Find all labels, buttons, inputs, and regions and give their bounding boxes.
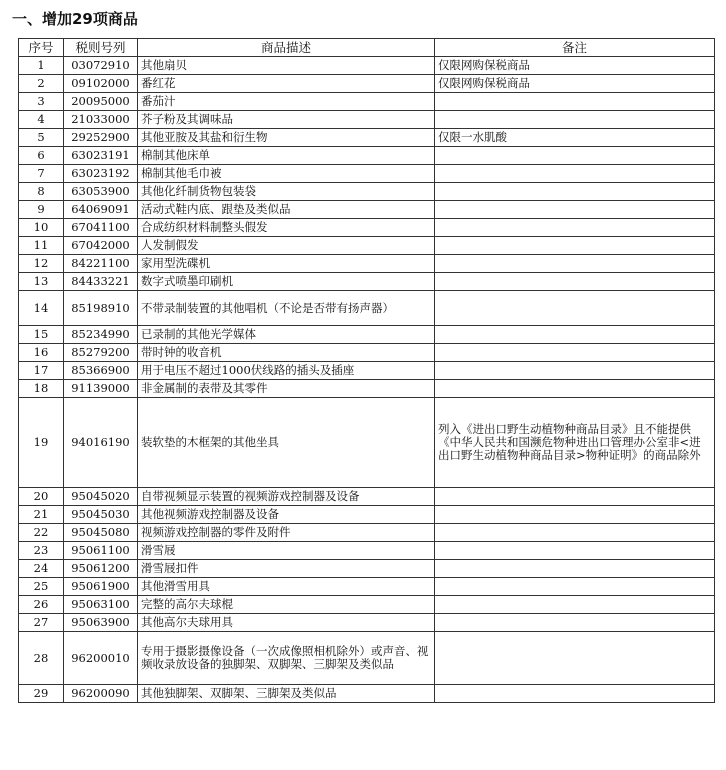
cell-description: 其他高尔夫球用具 [138, 614, 435, 632]
cell-description: 滑雪屐扣件 [138, 560, 435, 578]
table-row [19, 596, 715, 614]
cell-description: 其他独脚架、双脚架、三脚架及类似品 [138, 685, 435, 703]
cell-serial-number: 28 [19, 632, 64, 685]
cell-description: 视频游戏控制器的零件及附件 [138, 524, 435, 542]
cell-description: 芥子粉及其调味品 [138, 111, 435, 129]
cell-serial-number: 14 [19, 291, 64, 326]
cell-description: 棉制其他毛巾被 [138, 165, 435, 183]
cell-tariff-code: 95061900 [64, 578, 138, 596]
cell-tariff-code: 63053900 [64, 183, 138, 201]
cell-serial-number: 23 [19, 542, 64, 560]
table-row [19, 129, 715, 147]
cell-serial-number: 15 [19, 326, 64, 344]
cell-tariff-code: 63023192 [64, 165, 138, 183]
cell-tariff-code: 09102000 [64, 75, 138, 93]
table-row [19, 362, 715, 380]
cell-description: 用于电压不超过1000伏线路的插头及插座 [138, 362, 435, 380]
header-serial-number: 序号 [19, 39, 64, 57]
cell-remarks [435, 380, 715, 398]
cell-serial-number: 6 [19, 147, 64, 165]
cell-description: 非金属制的表带及其零件 [138, 380, 435, 398]
cell-remarks [435, 560, 715, 578]
cell-description: 其他化纤制货物包装袋 [138, 183, 435, 201]
cell-description: 番茄汁 [138, 93, 435, 111]
cell-tariff-code: 85366900 [64, 362, 138, 380]
cell-remarks [435, 614, 715, 632]
cell-serial-number: 21 [19, 506, 64, 524]
cell-serial-number: 20 [19, 488, 64, 506]
cell-serial-number: 25 [19, 578, 64, 596]
cell-tariff-code: 84221100 [64, 255, 138, 273]
page-title: 一、增加29项商品 [12, 10, 138, 28]
table-row [19, 57, 715, 75]
cell-tariff-code: 03072910 [64, 57, 138, 75]
cell-remarks [435, 165, 715, 183]
cell-remarks [435, 344, 715, 362]
cell-serial-number: 16 [19, 344, 64, 362]
cell-remarks [435, 542, 715, 560]
cell-description: 带时钟的收音机 [138, 344, 435, 362]
cell-serial-number: 7 [19, 165, 64, 183]
table-row [19, 560, 715, 578]
cell-remarks: 仅限网购保税商品 [435, 75, 715, 93]
cell-tariff-code: 84433221 [64, 273, 138, 291]
table-row [19, 273, 715, 291]
cell-tariff-code: 91139000 [64, 380, 138, 398]
table-row [19, 183, 715, 201]
header-tariff-code: 税则号列 [64, 39, 138, 57]
cell-description: 其他视频游戏控制器及设备 [138, 506, 435, 524]
cell-serial-number: 18 [19, 380, 64, 398]
cell-description: 棉制其他床单 [138, 147, 435, 165]
cell-serial-number: 17 [19, 362, 64, 380]
cell-description: 其他扇贝 [138, 57, 435, 75]
cell-description: 完整的高尔夫球棍 [138, 596, 435, 614]
cell-remarks [435, 632, 715, 685]
table-row [19, 578, 715, 596]
cell-remarks: 仅限一水肌酸 [435, 129, 715, 147]
cell-serial-number: 8 [19, 183, 64, 201]
cell-serial-number: 26 [19, 596, 64, 614]
table-row [19, 614, 715, 632]
cell-serial-number: 4 [19, 111, 64, 129]
cell-remarks [435, 362, 715, 380]
cell-description: 其他滑雪用具 [138, 578, 435, 596]
table-row [19, 380, 715, 398]
cell-serial-number: 24 [19, 560, 64, 578]
table-row [19, 506, 715, 524]
table-row [19, 326, 715, 344]
cell-remarks: 仅限网购保税商品 [435, 57, 715, 75]
table-row [19, 344, 715, 362]
cell-serial-number: 2 [19, 75, 64, 93]
cell-serial-number: 12 [19, 255, 64, 273]
cell-remarks [435, 291, 715, 326]
cell-tariff-code: 67042000 [64, 237, 138, 255]
cell-serial-number: 11 [19, 237, 64, 255]
cell-remarks [435, 237, 715, 255]
table-header-row [19, 39, 715, 57]
cell-description: 活动式鞋内底、跟垫及类似品 [138, 201, 435, 219]
table-row [19, 237, 715, 255]
cell-remarks [435, 596, 715, 614]
cell-serial-number: 3 [19, 93, 64, 111]
cell-description: 自带视频显示装置的视频游戏控制器及设备 [138, 488, 435, 506]
cell-tariff-code: 29252900 [64, 129, 138, 147]
table-body [19, 57, 715, 703]
cell-remarks [435, 93, 715, 111]
table-row [19, 219, 715, 237]
header-remarks: 备注 [435, 39, 715, 57]
cell-description: 数字式喷墨印刷机 [138, 273, 435, 291]
cell-serial-number: 5 [19, 129, 64, 147]
table-row [19, 75, 715, 93]
cell-tariff-code: 95063100 [64, 596, 138, 614]
cell-tariff-code: 95063900 [64, 614, 138, 632]
cell-remarks [435, 488, 715, 506]
cell-tariff-code: 96200010 [64, 632, 138, 685]
cell-tariff-code: 64069091 [64, 201, 138, 219]
table-row [19, 398, 715, 488]
cell-tariff-code: 63023191 [64, 147, 138, 165]
cell-description: 专用于摄影摄像设备（一次成像照相机除外）或声音、视频收录放设备的独脚架、双脚架、三脚架及类似品 [138, 632, 435, 685]
cell-tariff-code: 85198910 [64, 291, 138, 326]
cell-tariff-code: 67041100 [64, 219, 138, 237]
cell-tariff-code: 85234990 [64, 326, 138, 344]
cell-description: 家用型洗碟机 [138, 255, 435, 273]
cell-serial-number: 19 [19, 398, 64, 488]
cell-serial-number: 13 [19, 273, 64, 291]
cell-remarks [435, 578, 715, 596]
cell-description: 装软垫的木框架的其他坐具 [138, 398, 435, 488]
cell-tariff-code: 95045030 [64, 506, 138, 524]
cell-remarks: 列入《进出口野生动植物种商品目录》且不能提供《中华人民共和国濒危物种进出口管理办公室非<进出口野生动植物种商品目录>物种证明》的商品除外 [435, 398, 715, 488]
cell-serial-number: 27 [19, 614, 64, 632]
cell-remarks [435, 506, 715, 524]
table-row [19, 524, 715, 542]
cell-description: 合成纺织材料制整头假发 [138, 219, 435, 237]
cell-serial-number: 10 [19, 219, 64, 237]
table-row [19, 632, 715, 685]
cell-remarks [435, 219, 715, 237]
cell-description: 不带录制装置的其他唱机（不论是否带有扬声器） [138, 291, 435, 326]
table-row [19, 147, 715, 165]
cell-tariff-code: 95061200 [64, 560, 138, 578]
cell-tariff-code: 95045080 [64, 524, 138, 542]
commodity-table [18, 38, 715, 703]
cell-remarks [435, 524, 715, 542]
cell-remarks [435, 183, 715, 201]
cell-remarks [435, 326, 715, 344]
cell-serial-number: 1 [19, 57, 64, 75]
cell-serial-number: 22 [19, 524, 64, 542]
cell-tariff-code: 95061100 [64, 542, 138, 560]
cell-remarks [435, 147, 715, 165]
table-row [19, 165, 715, 183]
cell-serial-number: 9 [19, 201, 64, 219]
cell-serial-number: 29 [19, 685, 64, 703]
table-row [19, 291, 715, 326]
table-row [19, 111, 715, 129]
cell-remarks [435, 273, 715, 291]
cell-description: 人发制假发 [138, 237, 435, 255]
cell-tariff-code: 94016190 [64, 398, 138, 488]
table-row [19, 542, 715, 560]
table-row [19, 93, 715, 111]
cell-description: 已录制的其他光学媒体 [138, 326, 435, 344]
cell-description: 番红花 [138, 75, 435, 93]
cell-tariff-code: 95045020 [64, 488, 138, 506]
cell-remarks [435, 685, 715, 703]
cell-remarks [435, 201, 715, 219]
cell-remarks [435, 255, 715, 273]
header-description: 商品描述 [138, 39, 435, 57]
table-row [19, 488, 715, 506]
cell-remarks [435, 111, 715, 129]
table-row [19, 201, 715, 219]
cell-description: 其他亚胺及其盐和衍生物 [138, 129, 435, 147]
table-row [19, 255, 715, 273]
cell-tariff-code: 96200090 [64, 685, 138, 703]
cell-description: 滑雪屐 [138, 542, 435, 560]
table-row [19, 685, 715, 703]
cell-tariff-code: 20095000 [64, 93, 138, 111]
cell-tariff-code: 21033000 [64, 111, 138, 129]
cell-tariff-code: 85279200 [64, 344, 138, 362]
